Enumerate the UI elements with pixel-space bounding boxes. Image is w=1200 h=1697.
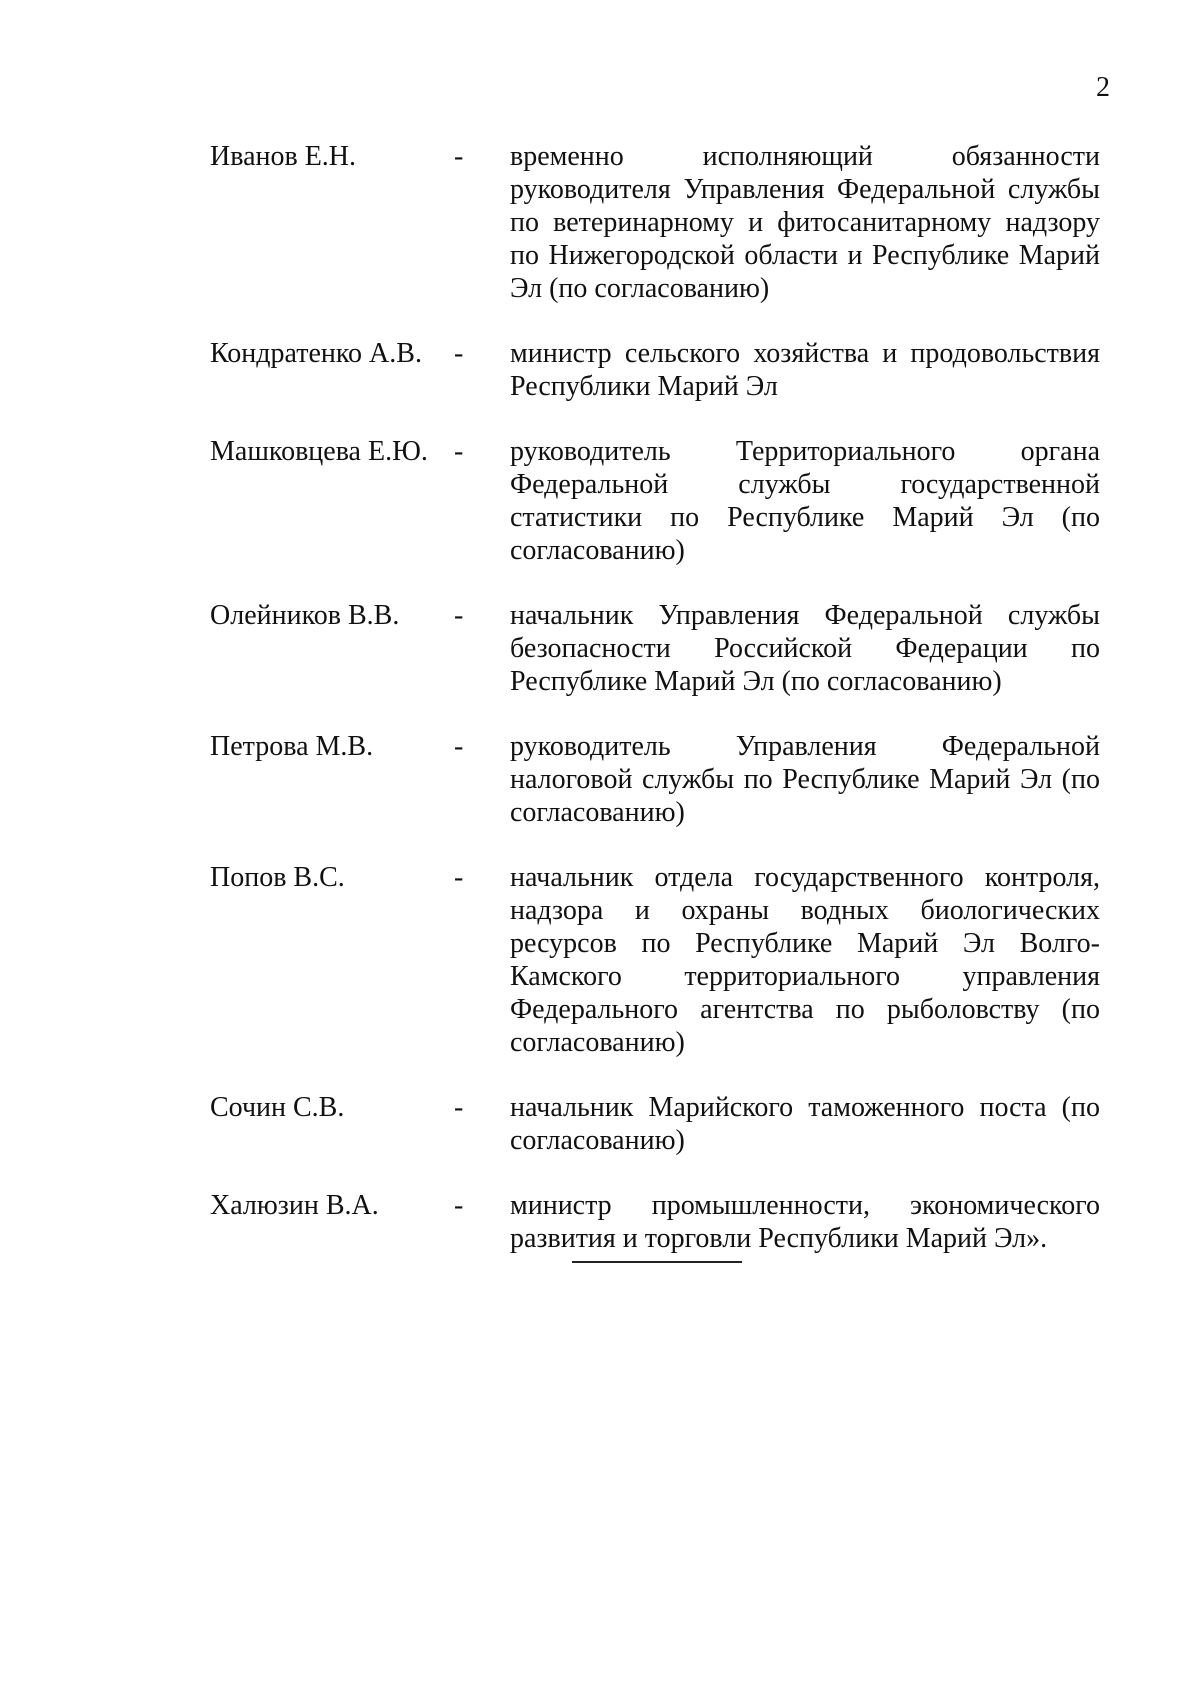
page-number: 2 bbox=[1096, 72, 1110, 103]
separator-dash: - bbox=[454, 338, 464, 369]
list-item bbox=[0, 337, 1200, 403]
separator-dash: - bbox=[454, 1190, 464, 1221]
member-position: начальник отдела государственного контроля, надзора и охраны водных биологических ресурсов по Республике Марий Эл Волго-Камского территориального управления Федерального агентства по рыболовству (по согласованию) bbox=[510, 862, 1100, 1058]
separator-dash: - bbox=[454, 436, 464, 467]
separator-dash: - bbox=[454, 141, 464, 172]
member-name: Иванов Е.Н. bbox=[210, 141, 357, 172]
list-item bbox=[0, 599, 1200, 698]
member-name: Сочин С.В. bbox=[210, 1092, 345, 1123]
member-position: министр промышленности, экономического развития и торговли Республики Марий Эл». bbox=[510, 1190, 1100, 1254]
commission-member-list bbox=[0, 140, 1200, 1287]
list-item bbox=[0, 435, 1200, 567]
list-item bbox=[0, 1189, 1200, 1255]
member-position: начальник Марийского таможенного поста (по согласованию) bbox=[510, 1092, 1100, 1156]
list-item bbox=[0, 730, 1200, 829]
member-name: Кондратенко А.В. bbox=[210, 338, 422, 369]
member-position: руководитель Управления Федеральной налоговой службы по Республике Марий Эл (по согласованию) bbox=[510, 731, 1100, 828]
member-position: руководитель Территориального органа Федеральной службы государственной статистики по Республике Марий Эл (по согласованию) bbox=[510, 436, 1100, 566]
member-position: начальник Управления Федеральной службы безопасности Российской Федерации по Республике Марий Эл (по согласованию) bbox=[510, 600, 1100, 697]
list-item bbox=[0, 140, 1200, 305]
member-position: министр сельского хозяйства и продовольствия Республики Марий Эл bbox=[510, 338, 1100, 402]
separator-dash: - bbox=[454, 862, 464, 893]
separator-dash: - bbox=[454, 1092, 464, 1123]
closing-divider-line bbox=[572, 1261, 742, 1263]
list-item bbox=[0, 861, 1200, 1059]
separator-dash: - bbox=[454, 731, 464, 762]
member-position: временно исполняющий обязанности руководителя Управления Федеральной службы по ветеринарному и фитосанитарному надзору по Нижегородской области и Республике Марий Эл (по согласованию) bbox=[510, 141, 1100, 304]
list-item bbox=[0, 1091, 1200, 1157]
member-name: Олейников В.В. bbox=[210, 600, 400, 631]
separator-dash: - bbox=[454, 600, 464, 631]
member-name: Попов В.С. bbox=[210, 862, 345, 893]
member-name: Петрова М.В. bbox=[210, 731, 374, 762]
member-name: Машковцева Е.Ю. bbox=[210, 436, 428, 467]
member-name: Халюзин В.А. bbox=[210, 1190, 379, 1221]
